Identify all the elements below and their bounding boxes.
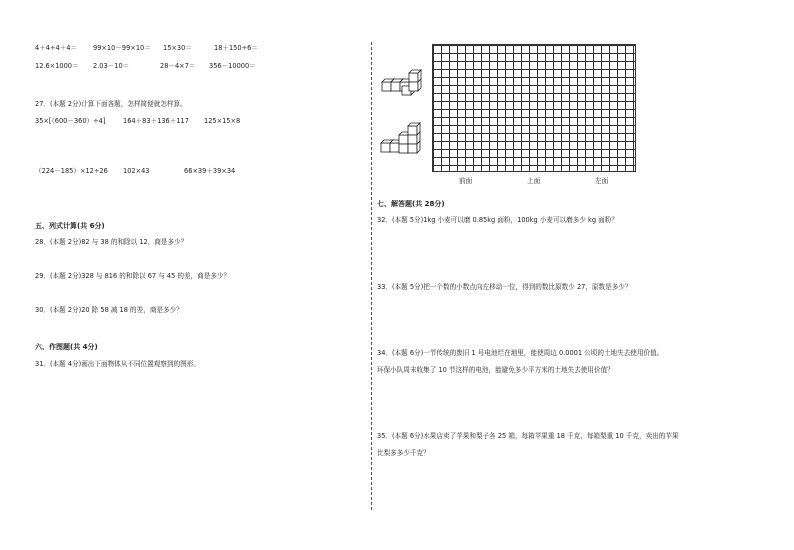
- column-divider: [371, 42, 372, 510]
- question-34-line-2: 环保小队周末收集了 10 节这样的电池，能避免多少平方米的土地失去使用价值？: [377, 366, 614, 374]
- q27-expr-5: 102×43: [123, 167, 150, 175]
- oral-calc-2: 99×10－99×10＝: [93, 44, 151, 52]
- q27-expr-3: 125×15×8: [204, 117, 241, 125]
- q27-expr-1: 35×[（600－360）÷4]: [35, 117, 106, 125]
- question-30: 30．(本题 2分)20 除 58 减 18 的差，商是多少？: [35, 306, 183, 314]
- question-35-line-2: 比梨多多少千克？: [377, 449, 430, 457]
- oral-calc-3: 15×30＝: [163, 44, 192, 52]
- question-34-line-1: 34．(本题 6分)一节传统的废旧 1 号电池烂在地里，能使周边 0.0001 公顷的土地失去使用价值。: [377, 349, 664, 357]
- q27-expr-4: （224－185）×12÷26: [35, 167, 108, 175]
- question-33: 33．(本题 5分)把一个数的小数点向左移动一位，得到的数比原数少 27，原数是多少？: [377, 283, 632, 291]
- oral-calc-7: 28－4×7＝: [160, 62, 196, 70]
- q27-expr-6: 66×39＋39×34: [184, 167, 236, 175]
- oral-calc-8: 356－10000＝: [209, 62, 256, 70]
- drawing-grid[interactable]: [432, 44, 636, 172]
- oral-calc-4: 18＋150÷6＝: [214, 44, 258, 52]
- oral-calc-6: 2.03－10＝: [93, 62, 130, 70]
- cube-figure-2: [378, 121, 424, 157]
- section-5-heading: 五、列式计算(共 6分): [35, 222, 105, 230]
- question-35-line-1: 35．(本题 6分)水果店卖了苹果和梨子各 25 箱，每箱苹果重 18 千克，每箱梨重 10 千克，卖出的苹果: [377, 432, 679, 440]
- question-32: 32．(本题 5分)1kg 小麦可以磨 0.85kg 面粉，100kg 小麦可以磨多少 kg 面粉？: [377, 216, 618, 224]
- oral-calc-5: 12.6×1000＝: [35, 62, 79, 70]
- q27-expr-2: 164＋83＋136＋117: [123, 117, 189, 125]
- grid-label-front: 前面: [459, 177, 473, 185]
- section-6-heading: 六、作图题(共 4分): [35, 343, 98, 351]
- grid-label-left: 左面: [595, 177, 609, 185]
- question-28: 28．(本题 2分)82 与 38 的和除以 12，商是多少？: [35, 238, 188, 246]
- oral-calc-1: 4＋4÷4＋4＝: [35, 44, 78, 52]
- question-31: 31．(本题 4分)画出下面物体从不同位置观察到的图形。: [35, 360, 200, 368]
- question-27: 27．(本题 2分)计算下面各题，怎样简便就怎样算。: [35, 100, 187, 108]
- question-29: 29．(本题 2分)328 与 816 的和除以 67 与 45 的差，商是多少？: [35, 272, 231, 280]
- grid-label-top: 上面: [527, 177, 541, 185]
- cube-figure-1: [378, 64, 424, 98]
- section-7-heading: 七、解答题(共 28分): [377, 200, 445, 208]
